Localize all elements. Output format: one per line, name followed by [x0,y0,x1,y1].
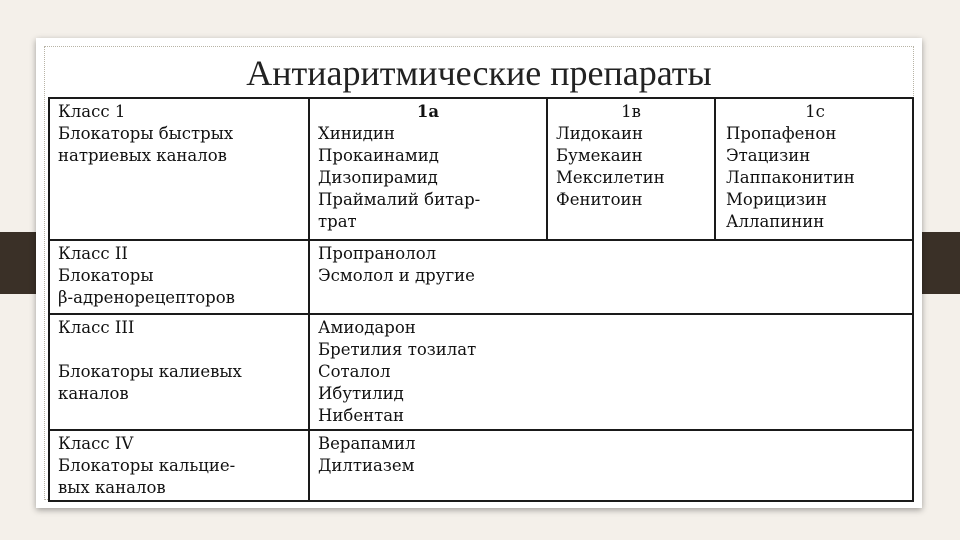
subgroup-header: 1в [621,102,641,121]
drug-name: Дилтиазем [318,456,415,475]
drug-name: Прокаинамид [318,146,439,165]
drug-name: Верапамил [318,434,416,453]
drug-name: Лаппаконитин [726,168,855,187]
subgroup-1b-cell [548,99,714,239]
drug-table [48,97,914,502]
drug-name: Амиодарон [318,318,416,337]
class-label: Класс II [58,244,128,263]
table-divider [714,99,716,239]
drug-name: Аллапинин [726,212,825,231]
class-description: β-адренорецепторов [58,288,235,307]
class-description: Блокаторы кальцие- [58,456,236,475]
drug-name: Нибентан [318,406,405,425]
drug-name: Эсмолол и другие [318,266,475,285]
drug-name: Этацизин [726,146,811,165]
class-label: Класс IV [58,434,134,453]
drug-name: Соталол [318,362,391,381]
drug-name: Морицизин [726,190,827,209]
class-label: Класс 1 [58,102,126,121]
class-description: вых каналов [58,478,166,497]
drug-name: Пропафенон [726,124,837,143]
drug-name: Мексилетин [556,168,665,187]
drug-name: Пропранолол [318,244,437,263]
class-3-cell [50,315,308,429]
drug-name: Праймалий битар- [318,190,481,209]
class-4-drugs-cell [310,431,912,501]
slide-title: Антиаритмические препараты [246,53,712,93]
class-3-drugs-cell [310,315,912,429]
drug-name: Фенитоин [556,190,643,209]
subgroup-1c-cell [718,99,912,239]
subgroup-header: 1а [416,102,440,121]
class-1-cell [50,99,308,239]
subgroup-header: 1с [805,102,825,121]
class-description: каналов [58,384,129,403]
class-label: Класс III [58,318,135,337]
drug-name: Ибутилид [318,384,404,403]
drug-name: Бретилия тозилат [318,340,477,359]
table-divider [50,429,912,431]
class-description: Блокаторы [58,266,154,285]
drug-name: Бумекаин [556,146,643,165]
drug-name: Дизопирамид [318,168,438,187]
class-spacer [58,339,300,361]
drug-name: Лидокаин [556,124,644,143]
table-divider [546,99,548,239]
class-2-cell [50,241,308,313]
table-divider [308,99,310,500]
subgroup-1a-cell [310,99,546,239]
class-description: натриевых каналов [58,146,227,165]
drug-name: трат [318,212,357,231]
class-4-cell [50,431,308,501]
table-divider [50,239,912,241]
drug-name: Хинидин [318,124,395,143]
class-description: Блокаторы быстрых [58,124,234,143]
table-divider [50,313,912,315]
class-description: Блокаторы калиевых [58,362,242,381]
class-2-drugs-cell [310,241,912,313]
